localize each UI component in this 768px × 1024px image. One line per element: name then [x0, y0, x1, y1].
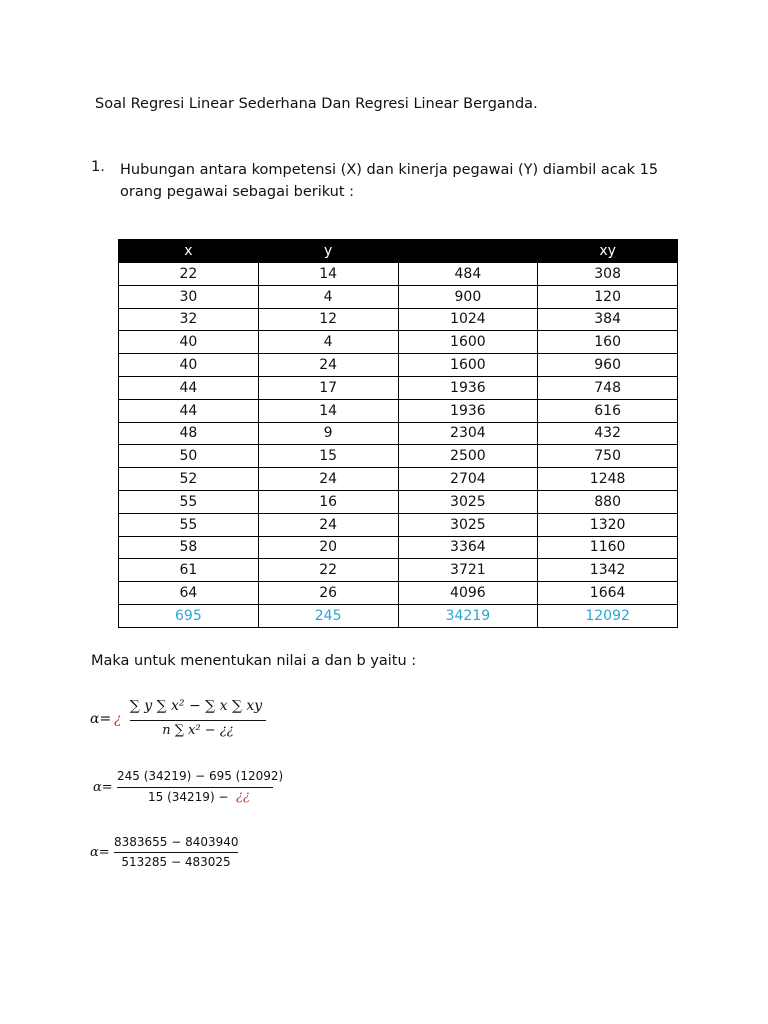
formula-2-denominator-glyph: ¿¿: [236, 789, 250, 804]
cell-x-squared: 2500: [398, 445, 538, 468]
cell-y: 15: [258, 445, 398, 468]
table-row: [119, 513, 678, 536]
formula-1-glyph: ¿: [114, 711, 122, 727]
cell-y: 12: [258, 308, 398, 331]
cell-xy: 1320: [538, 513, 678, 536]
cell-x-squared: 900: [398, 285, 538, 308]
cell-x: 48: [119, 422, 259, 445]
formula-1-lhs: α=: [90, 711, 112, 727]
cell-x: 40: [119, 331, 259, 354]
table-body: [119, 263, 678, 605]
header-x-squared: [398, 240, 538, 263]
total-xy: 12092: [538, 604, 678, 627]
cell-xy: 1342: [538, 559, 678, 582]
cell-x-squared: 1936: [398, 376, 538, 399]
formula-3-lhs: α=: [90, 845, 110, 860]
total-x: 695: [119, 604, 259, 627]
cell-x: 30: [119, 285, 259, 308]
document-title: Soal Regresi Linear Sederhana Dan Regresi Linear Berganda.: [95, 96, 538, 112]
formula-3-bar: [114, 852, 238, 853]
formula-alpha-general: [90, 700, 290, 750]
table-row: [119, 399, 678, 422]
question-number: 1.: [91, 159, 105, 175]
formula-1-bar: [130, 720, 266, 721]
cell-xy: 748: [538, 376, 678, 399]
cell-xy: 160: [538, 331, 678, 354]
table-row: [119, 331, 678, 354]
cell-x: 58: [119, 536, 259, 559]
table-row: [119, 354, 678, 377]
cell-xy: 1248: [538, 468, 678, 491]
question-text: Hubungan antara kompetensi (X) dan kinerja pegawai (Y) diambil acak 15 orang pegawai sebagai berikut :: [120, 162, 659, 200]
cell-x-squared: 1024: [398, 308, 538, 331]
table-row: [119, 559, 678, 582]
formula-1-denominator: n ∑ x² − ¿¿: [162, 723, 234, 738]
formula-3-denominator: 513285 − 483025: [121, 855, 231, 869]
data-table: [118, 239, 678, 628]
table-row: [119, 376, 678, 399]
header-y: y: [258, 240, 398, 263]
table-row: [119, 582, 678, 605]
cell-x: 22: [119, 263, 259, 286]
header-x: x: [119, 240, 259, 263]
cell-y: 24: [258, 513, 398, 536]
cell-y: 22: [258, 559, 398, 582]
cell-x: 55: [119, 490, 259, 513]
cell-x: 64: [119, 582, 259, 605]
cell-x: 61: [119, 559, 259, 582]
cell-xy: 432: [538, 422, 678, 445]
cell-y: 24: [258, 468, 398, 491]
cell-xy: 384: [538, 308, 678, 331]
cell-x: 55: [119, 513, 259, 536]
formula-2-bar: [117, 787, 273, 788]
cell-x-squared: 3364: [398, 536, 538, 559]
cell-x-squared: 1600: [398, 331, 538, 354]
formula-2-numerator: 245 (34219) − 695 (12092): [117, 769, 284, 783]
cell-x-squared: 1936: [398, 399, 538, 422]
cell-y: 14: [258, 399, 398, 422]
cell-y: 26: [258, 582, 398, 605]
conclusion-text: Maka untuk menentukan nilai a dan b yaitu :: [91, 653, 417, 669]
cell-y: 4: [258, 285, 398, 308]
cell-xy: 1160: [538, 536, 678, 559]
cell-xy: 616: [538, 399, 678, 422]
formula-alpha-computed: [90, 835, 290, 875]
table-row: [119, 490, 678, 513]
cell-xy: 750: [538, 445, 678, 468]
table-row: [119, 285, 678, 308]
cell-xy: 960: [538, 354, 678, 377]
cell-x: 44: [119, 399, 259, 422]
cell-x-squared: 3025: [398, 490, 538, 513]
cell-x-squared: 3721: [398, 559, 538, 582]
cell-y: 17: [258, 376, 398, 399]
cell-x: 32: [119, 308, 259, 331]
total-y: 245: [258, 604, 398, 627]
total-x-squared: 34219: [398, 604, 538, 627]
cell-y: 9: [258, 422, 398, 445]
cell-xy: 880: [538, 490, 678, 513]
cell-y: 4: [258, 331, 398, 354]
cell-y: 24: [258, 354, 398, 377]
cell-x: 44: [119, 376, 259, 399]
table-row: [119, 468, 678, 491]
cell-xy: 308: [538, 263, 678, 286]
table-row: [119, 445, 678, 468]
table-total-row: [119, 604, 678, 627]
table-row: [119, 536, 678, 559]
table-row: [119, 263, 678, 286]
cell-y: 14: [258, 263, 398, 286]
cell-x: 50: [119, 445, 259, 468]
cell-x: 52: [119, 468, 259, 491]
cell-x-squared: 2704: [398, 468, 538, 491]
formula-1-numerator: ∑ y ∑ x² − ∑ x ∑ xy: [129, 698, 263, 714]
cell-xy: 120: [538, 285, 678, 308]
cell-x-squared: 3025: [398, 513, 538, 536]
formula-2-lhs: α=: [93, 780, 113, 795]
cell-xy: 1664: [538, 582, 678, 605]
cell-x-squared: 2304: [398, 422, 538, 445]
formula-3-numerator: 8383655 − 8403940: [114, 835, 239, 849]
table-row: [119, 422, 678, 445]
cell-x-squared: 1600: [398, 354, 538, 377]
header-xy: xy: [538, 240, 678, 263]
formula-alpha-substituted: [93, 768, 293, 808]
table-row: [119, 308, 678, 331]
table-header-row: [119, 240, 678, 263]
formula-2-denominator: 15 (34219) −: [148, 790, 229, 804]
cell-x-squared: 4096: [398, 582, 538, 605]
cell-y: 16: [258, 490, 398, 513]
cell-x: 40: [119, 354, 259, 377]
cell-x-squared: 484: [398, 263, 538, 286]
cell-y: 20: [258, 536, 398, 559]
